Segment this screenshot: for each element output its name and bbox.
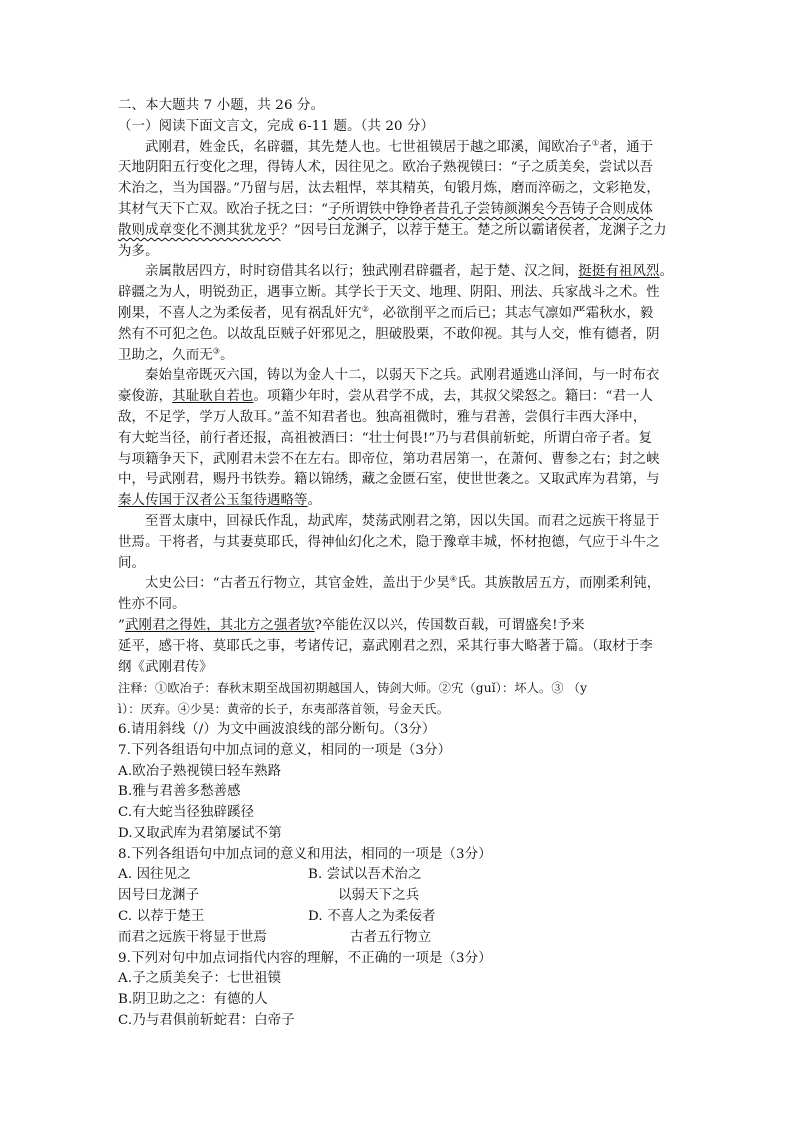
option-c: C.有大蛇当径独辟蹊径 [118,805,255,821]
question-stem: 9.下列对句中加点词指代内容的理解，不正确的一项是（3分） [118,950,492,966]
passage-line: 纲《武刚君传》 [118,659,213,675]
option-a-line2: 因号曰龙渊子 [118,888,200,904]
question-stem: 8.下列各组语句中加点词的意义和用法，相同的一项是（3分） [118,846,492,862]
passage-line: 有大蛇当径，前行者还报，高祖被酒曰：“壮士何畏!”乃与君俱前斩蛇，所谓白帝子者。复 [118,430,653,446]
option-b-line1: B. 尝试以吾术治之 [308,867,422,883]
passage-line: 天地阴阳五行变化之理，得铸人术，因往见之。欧冶子熟视镆曰：“子之质美矣，尝试以吾 [118,160,654,176]
passage-paragraph-5 [118,574,678,678]
option-c-line1: C. 以荐于楚王 [118,909,205,925]
passage-line: 敌，不足学，学万人敌耳。”盖不知君者也。独高祖微时，雅与君善，尝俱行丰西大泽中， [118,409,647,425]
question-9 [118,949,678,1032]
option-b: B.雅与君善多愁善感 [118,784,241,800]
passage-line: 豪俊游，其耻耿自若也。项籍少年时，尝从君学不成，去，其叔父梁怒之。籍曰：“君一人 [118,389,654,405]
question-8 [118,845,678,949]
question-6: 6.请用斜线（/）为文中画波浪线的部分断句。（3分） [118,721,436,737]
option-row [118,886,678,907]
section-title: 二、本大题共 7 小题，共 26 分。 [118,98,325,113]
passage-paragraph-3 [118,366,678,512]
option-d: D.又取武库为君第屡试不第 [118,825,282,841]
passage-line: 至晋太康中，回禄氏作乱，劫武库，焚荡武刚君之第，因以失国。而君之远族干将显于 [145,513,660,529]
option-a: A.欧冶子熟视镆曰轻车熟路 [118,763,282,779]
question-stem: 7.下列各组语句中加点词的意义，相同的一项是（3分） [118,742,452,758]
note-line: 注释：①欧冶子：春秋末期至战国初期越国人，铸剑大师。②宄（guǐ）：坏人。③ （y [118,681,588,696]
option-row [118,928,678,949]
passage-line: 延平，感干将、莫耶氏之事，考诸传记，嘉武刚君之烈，采其行事大略著于篇。（取材于李 [118,638,653,654]
passage-line: 为多。 [118,243,159,259]
underlined-text: 挺挺有祖风烈 [578,264,660,280]
underlined-text: 秦人传国于汉者公玉玺待遇略等 [118,493,308,509]
underlined-text: 武刚君之得姓，其北方之强者欤 [125,617,315,633]
passage-line: 术治之，当为国器。”乃留与居，汰去粗悍，萃其精英，旬锻月炼，磨而淬砺之，文彩艳发， [118,181,660,197]
option-c: C.乃与君俱前斩蛇君：白帝子 [118,1013,295,1029]
passage-line: 武刚君，姓金氏，名辟疆，其先楚人也。七世祖镆居于越之耶溪，闻欧冶子①者，通于 [145,138,654,155]
passage-line: 太史公曰：“古者五行物立，其官金姓，盖出于少昊④氏。其族散居五方，而刚柔利钝， [145,574,661,592]
note-line: ì）：厌弃。④少昊：黄帝的长子，东夷部落首领，号金天氏。 [118,702,450,717]
option-b-line2: 以弱天下之兵 [338,888,420,904]
passage-line: 秦人传国于汉者公玉玺待遇略等。 [118,493,322,509]
passage-line: 世焉。干将者，与其妻莫耶氏，得神仙幻化之术，隐于豫章丰城，怀材抱德，气应于斗牛之 [118,534,660,550]
passage-line: 辟疆之为人，明锐劲正，遇事立断。其学长于天文、地理、阴阳、刑法、兵家战斗之术。性 [118,285,660,301]
passage-paragraph-4 [118,512,678,574]
passage-paragraph-2 [118,262,678,366]
question-7 [118,741,678,845]
passage-line: 亲属散居四方，时时窃借其名以行；独武刚君辟疆者，起于楚、汉之间，挺挺有祖风烈。 [145,264,674,280]
passage-line: 秦始皇帝既灭六国，铸以为金人十二，以弱天下之兵。武刚君遁逃山泽间，与一时布衣 [145,368,660,384]
passage-line: 然有不可犯之色。以故乱臣贼子奸邪见之，胆破股栗，不敢仰视。其与人交，惟有德者，阴 [118,326,660,342]
subsection-title: （一）阅读下面文言文，完成 6-11 题。（共 20 分） [118,118,435,134]
passage-line: 中，号武刚君，赐丹书铁券。籍以锦绣，藏之金匮石室，使世世袭之。又取武库为君第，与 [118,472,660,488]
passage-line: 与项籍争天下，武刚君未尝不在左右。即帝位，第功君居第一，在萧何、曹参之右；封之峡 [118,451,660,467]
option-b: B.阴卫助之之：有德的人 [118,992,268,1008]
option-d-line1: D. 不喜人之为柔佞者 [308,909,436,925]
wavy-underlined-text: 散则成章变化不测其犹龙乎 [118,222,281,238]
option-row [118,907,678,928]
passage-line: 刚果，不喜人之为柔佞者，见有祸乱奸宄②，必欲削平之而后已；其志气凛如严霜秋水，毅 [118,304,654,321]
underlined-text: 其耻耿自若也 [172,389,254,405]
option-row [118,865,678,886]
option-c-line2: 而君之远族干将显于世焉 [118,929,267,945]
passage-line: 其材气天下亡双。欧冶子抚之曰：“子所谓铁中铮铮者昔孔子尝铸颜渊矣今吾铸子合则成体 [118,201,654,217]
passage-line: 性亦不同。 [118,597,186,613]
option-a: A.子之质美矣子：七世祖镆 [118,971,282,987]
wavy-underlined-text: 子所谓铁中铮铮者昔孔子尝铸颜渊矣今吾铸子合则成体 [328,201,654,217]
notes [118,678,678,720]
exam-page [118,96,678,1032]
passage-line: 卫助之，久而无③。 [118,346,234,363]
option-a-line1: A. 因往见之 [118,867,191,883]
passage-line: 间。 [118,555,146,571]
passage-line: 散则成章变化不测其犹龙乎？”因号曰龙渊子，以荐于楚王。楚之所以霸诸侯者，龙渊子之力 [118,222,667,238]
passage-paragraph-1 [118,138,678,263]
option-d-line2: 古者五行物立 [350,929,432,945]
passage-line: ”武刚君之得姓，其北方之强者欤?卒能佐汉以兴，传国数百载，可谓盛矣!予来 [118,617,585,633]
